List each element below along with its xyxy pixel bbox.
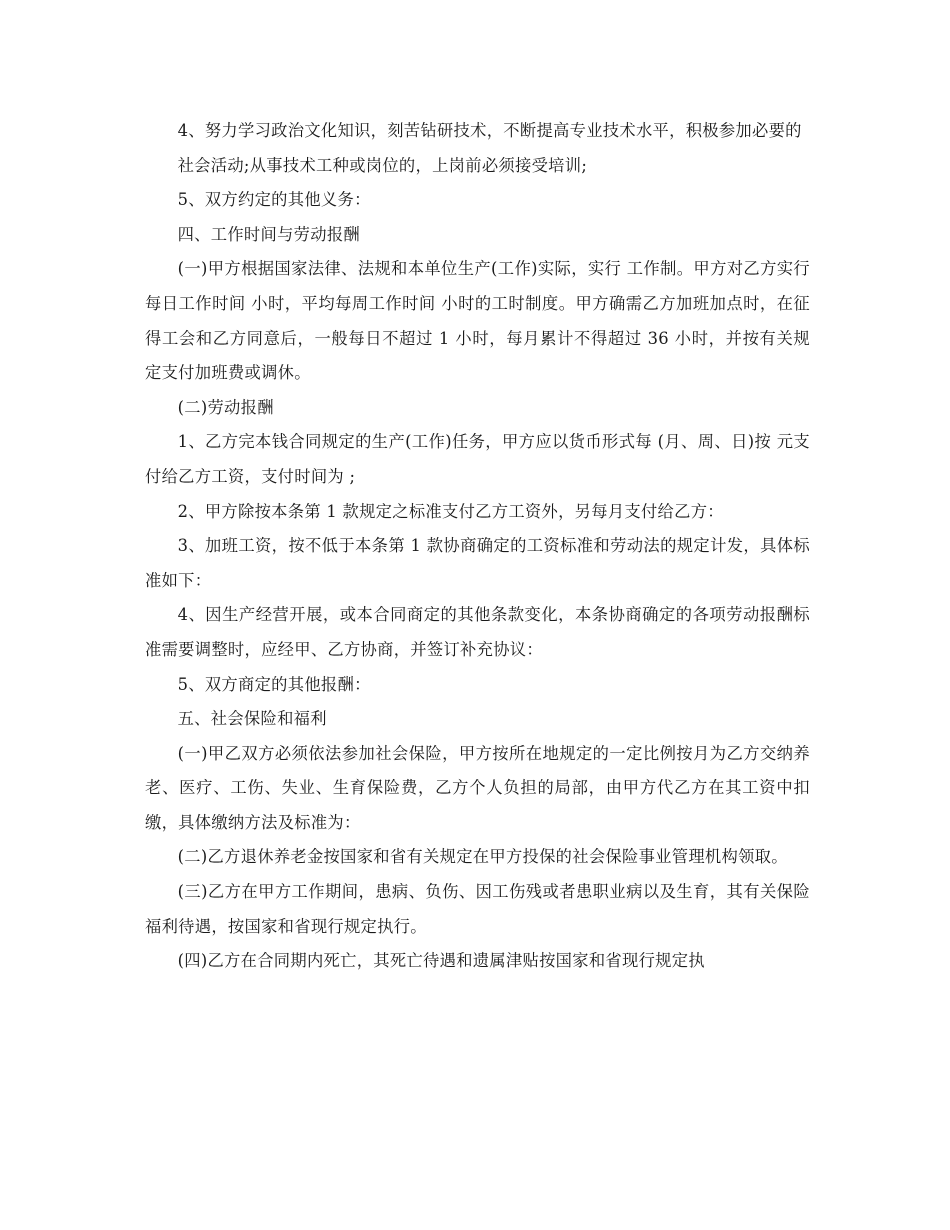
paragraph-pay-2: 2、甲方除按本条第 1 款规定之标准支付乙方工资外，另每月支付给乙方：	[177, 501, 724, 521]
subsection-heading-remuneration: (二)劳动报酬	[177, 397, 274, 417]
paragraph-pay-5: 5、双方商定的其他报酬：	[177, 674, 371, 694]
paragraph-pay-3: 3、加班工资，按不低于本条第 1 款协商确定的工资标准和劳动法的规定计发，具体标准如下：	[145, 536, 810, 590]
paragraph-insurance-4: (四)乙方在合同期内死亡，其死亡待遇和遗属津贴按国家和省现行规定执	[177, 951, 705, 971]
paragraph-work-hours: (一)甲方根据国家法律、法规和本单位生产(工作)实际，实行 工作制。甲方对乙方实行每日工作时间 小时，平均每周工作时间 小时的工时制度。甲方确需乙方加班加点时，在征得工会和乙方同意后，一般每日不超过 1 小时，每月累计不得超过 36 小时，并按有关规定支付加班费或调休。	[145, 259, 810, 383]
paragraph-duty-5: 5、双方约定的其他义务：	[177, 190, 371, 210]
section-heading-4: 四、工作时间与劳动报酬	[177, 224, 360, 244]
paragraph-pay-4: 4、因生产经营开展，或本合同商定的其他条款变化，本条协商确定的各项劳动报酬标准需要调整时，应经甲、乙方协商，并签订补充协议：	[145, 605, 810, 659]
paragraph-pay-1: 1、乙方完本钱合同规定的生产(工作)任务，甲方应以货币形式每 (月、周、日)按 元支付给乙方工资，支付时间为 ;	[145, 432, 810, 486]
paragraph-insurance-2: (二)乙方退休养老金按国家和省有关规定在甲方投保的社会保险事业管理机构领取。	[177, 847, 788, 867]
section-heading-5: 五、社会保险和福利	[177, 709, 327, 729]
paragraph-insurance-1: (一)甲乙双方必须依法参加社会保险，甲方按所在地规定的一定比例按月为乙方交纳养老、医疗、工伤、失业、生育保险费，乙方个人负担的局部，由甲方代乙方在其工资中扣缴，具体缴纳方法及标准为：	[145, 743, 810, 832]
paragraph-duty-4-continued: 社会活动;从事技术工种或岗位的，上岗前必须接受培训;	[177, 155, 588, 175]
paragraph-insurance-3: (三)乙方在甲方工作期间，患病、负伤、因工伤残或者患职业病以及生育，其有关保险福利待遇，按国家和省现行规定执行。	[145, 882, 810, 936]
paragraph-duty-4: 4、努力学习政治文化知识，刻苦钻研技术，不断提高专业技术水平，积极参加必要的	[177, 121, 802, 140]
document-body	[145, 114, 810, 979]
